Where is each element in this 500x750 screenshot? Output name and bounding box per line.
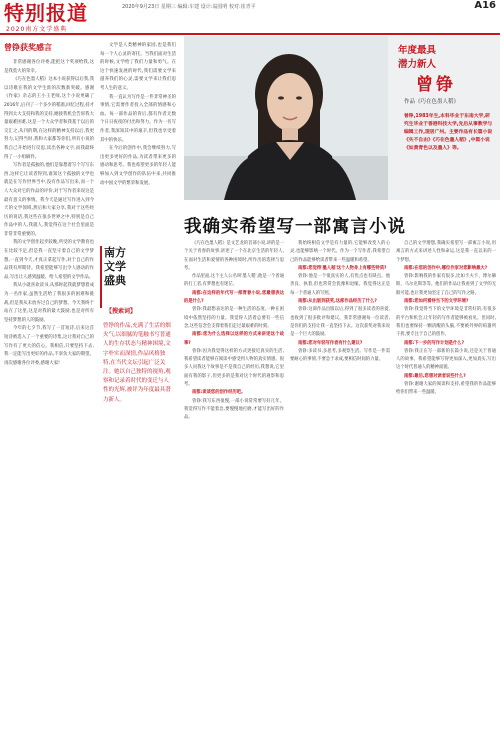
middle-paragraph: 在今后的创作中,我会继续努力,写出更多更好的作品,为读者带来更多的感动和思考。我也希望更多的年轻人能够加入到文学创作的队伍中来,共同推动中国文学的繁荣和发展。	[100, 146, 176, 186]
speech-paragraph: 《巧在色墨人稻》这本小说获得以后我,我以诗歌在我的文学生涯的次数新突破。感谢《作家》杂志的王小王老师,这个小说更确了2016年,后刊了一个多少的稻谱,回忆过程,持才得到太大支持和我的支持,她接我机会告诉我大量艰难困难,这是一个大众学者和我基于以后的交汇之,从刊的期,在这样的精神支持以后,我更努力,记得当时,我和大家都等你们,所有小说的我自己开始进行反思,读出各种文字,而我最终得了一小组稿件。	[4, 77, 95, 160]
interview-question: 南都:下一步的写作计划是什么?	[404, 340, 465, 346]
middle-paragraph: 我一直认为写作是一件非常神圣的事情,它需要作者投入全部的情感和心血。每一部作品的背后,都有作者无数个日日夜夜的付出和努力。作为一名写作者,我深知其中的艰辛,但我也享受着其中的快乐。	[100, 94, 176, 143]
article-paragraph: 我始终相信文学是有力量的,它能够改变人的心灵,也能够影响一个时代。作为一个写作者,我希望自己的作品能够给读者带来一些温暖和希望。	[290, 241, 390, 263]
author-name: 曾铮	[416, 75, 456, 95]
feature-description: 曾铮的作品,充满了生活的烟火气,以细腻的笔触书写普通人的生存状态与精神困境,文字朴实而深情,作品风格独特,在当代文坛引起广泛关注。她以自己独特的视角,观察和记录着时代的变迁与人性的光辉,被评为年度最具潜力新人。	[103, 323, 171, 403]
acceptance-speech-heading: 曾铮获奖感言	[4, 43, 52, 52]
masthead-title: 特别报道	[4, 1, 88, 25]
acceptance-speech-column	[4, 42, 94, 368]
header-dateline: 2020年9月23日 星期三 编辑:车建 设计:翁国明 校对:崔青平	[122, 4, 256, 10]
middle-column-text	[100, 42, 176, 188]
interview-question: 南都:您为什么选择以这样的方式来讲述这个故事?	[184, 332, 284, 346]
article-paragraph: 曾铮:谢谢大家的阅读和支持,希望我的作品能够给你们带来一些温暖。	[396, 382, 496, 396]
article-paragraph: 曾铮:我正在写一部新的长篇小说,还是关于普通人的故事。我希望能够写得更加深入,更加真实,写出这个时代普通人的精神面貌。	[396, 348, 496, 371]
article-paragraph: 曾铮:我觉得当下的文学环境是非常好的,有很多的平台和机会,让年轻的写作者能够被看见。但同时,我们也要保持一颗清醒的头脑,不要被外界的喧嚣所干扰,要专注于自己的创作。	[396, 307, 496, 338]
article-paragraph: 曾铮:他是一个很真实的人,有优点也有缺点。他善良、执着,但也常常会犹豫和退缩。我觉得这正是每一个普通人的写照。	[290, 274, 390, 296]
interview-question: 南都:您觉得'墨人稻'这个人物身上有哪些特质?	[298, 265, 387, 271]
page-number: A16	[474, 0, 496, 11]
award-category-line1: 年度最具	[398, 45, 437, 56]
award-category-line2: 潜力新人	[398, 59, 437, 70]
author-portrait-photo	[184, 36, 388, 200]
article-column-3	[396, 240, 496, 398]
article-headline: 我确实希望写一部寓言小说	[184, 217, 406, 237]
portrait-illustration	[184, 36, 388, 200]
article-paragraph: 曾铮:因为我觉得这样的方式更接近真实的生活,我希望读者能够在阅读中感受到人物的真实情感。很多人问我这个故事是不是我自己的经历,我想说,它里面有我的影子,但更多的是我对这个时代的观察和思考。	[184, 348, 284, 388]
feature-title: 南方文学盛典	[104, 246, 126, 287]
interview-question: 南都:谈谈您的创作经历吧。	[192, 390, 246, 396]
award-category	[398, 44, 436, 72]
interview-question: 南都:在您的创作中,哪位作家对您影响最大?	[404, 265, 488, 271]
article-paragraph: 曾铮:我写东西很慢,一部小说常常要写好几年。我觉得写作不能着急,要慢慢地打磨,才能写出好的作品。	[184, 398, 284, 421]
speech-paragraph: 今年的七夕节,我写了一首短诗,后来这首短诗被选入了一个重要的诗集,这让我对自己的写作有了更大的信心。我相信,只要坚持下去,我一定能写出更好的作品,不辜负大家的期望。再次感谢各位评委,感谢大家!	[4, 326, 94, 366]
article-paragraph: 曾铮:这部作品出版以后,得到了很多读者的喜爱,也收到了很多批评和建议。我非常感谢每一位读者,是你们的支持让我一直坚持下去。这次获奖对我来说是一个巨大的鼓励。	[290, 307, 390, 338]
feature-tag: 【搜索词】	[106, 308, 137, 315]
feature-accent-bar	[100, 246, 102, 308]
interview-question: 南都:您如何看待当下的文学环境?	[404, 299, 469, 305]
speech-paragraph: 写作者是孤独的,他们是靠想着写个写写东西,这样它让读者得到,谁知这个孤独的文学也就是在写作世界当中,没有作品写出来,而一个人大众对它的作品的评价,对于写作者来说这是最有意义的事情。我今天是通过写作进入到今天的文学领域,然后和大家分享,我对于这些经历的说话,我这些在很多世界之中,特别是自己作品中的人,我就人,我觉得在这个社会里面是非常非常重要的。	[4, 163, 94, 237]
award-work-title: 作品《巧在色墨人稻》	[404, 99, 460, 105]
masthead-subtitle: 2020南方文学盛典	[6, 26, 68, 33]
speech-paragraph: 我从小就喜欢读书,从那时起我就梦想着成为一名作家,虽然生活给了我很多的困难和挑战,但是我从未放弃过自己的梦想。今天我终于站在了这里,这是对我的最大鼓励,也是对所有坚持梦想的人的鼓励。	[4, 283, 94, 323]
article-column-1	[184, 240, 284, 423]
article-paragraph: 《巧在色墨人稻》是文艺龙的首部小说,讲的是一个关于青春的故事,讲述了一个在北京生活的年轻人,在面对生活和爱情的各种困境时,所作出的选择与思考。	[184, 241, 284, 271]
author-bio: 曾铮,1983年生,本科毕业于东南大学,研究生毕业于香港科技大学,先后从事教学与编辑工作,现居广州。主要作品有长篇小说《失不自由》《巧在色墨人稻》,中篇小说《如黄青色以及墨人》等。	[404, 114, 493, 151]
interview-question: 南都:从出版到获奖,这部作品经历了什么?	[298, 299, 377, 305]
article-paragraph: 作品里面,这个主人公名叫'墨人稻',他是一个普通的打工者,有梦想也有迷茫。	[184, 274, 284, 288]
article-paragraph: 自己的文学理想,我确实希望写一部寓言小说,用寓言的方式来讲述人性和命运,这是我一直以来的一个梦想。	[396, 241, 496, 263]
article-column-2	[290, 240, 390, 364]
interview-question: 南都:在这样的年代写一部青春小说,您最想表达的是什么?	[184, 290, 284, 305]
article-paragraph: 曾铮:影响我的作家有很多,比如卡夫卡、博尔赫斯、马尔克斯等等。他们的作品让我看到了文学的无限可能,也让我更加坚定了自己的写作之路。	[396, 274, 496, 296]
masthead-rule	[0, 33, 500, 35]
speech-paragraph: 我的文学创作起步较晚,所受的文学教育也在比较不足,但是我一直坚守着自己的文学梦想,一直到今天,才真正拿起写作,对于自己的作品我有所期待。我希望能够写出令人感动的作品,写出让人感到温暖、给人希望的文学作品。	[4, 240, 94, 280]
interview-question: 南都:最后,您想对读者说些什么?	[404, 373, 466, 379]
article-paragraph: 曾铮:我最想表达的是一种生活的态度,一种在困境中依然坚持的力量。我觉得人活着总要有一些信念,这些信念会支撑着我们走过最艰难的时刻。	[184, 307, 284, 329]
speech-paragraph: 非常感谢各位评委,能把这个奖项给我,这是我莫大的荣幸。	[4, 60, 94, 74]
article-paragraph: 曾铮:多读书,多思考,多观察生活。写作是一件需要耐心的事情,不要急于求成,要相信时间的力量。	[290, 348, 390, 363]
interview-question: 南都:您对年轻写作者有什么建议?	[298, 340, 363, 346]
middle-paragraph: 文学是人类精神的家园,也是我们每一个人心灵的寄托。当我们面对生活的时候,文学给了我们力量和勇气。在这个快速发展的时代,我们需要文学来滋养我们的心灵,需要文学来让我们思考人生的意义。	[100, 43, 176, 91]
